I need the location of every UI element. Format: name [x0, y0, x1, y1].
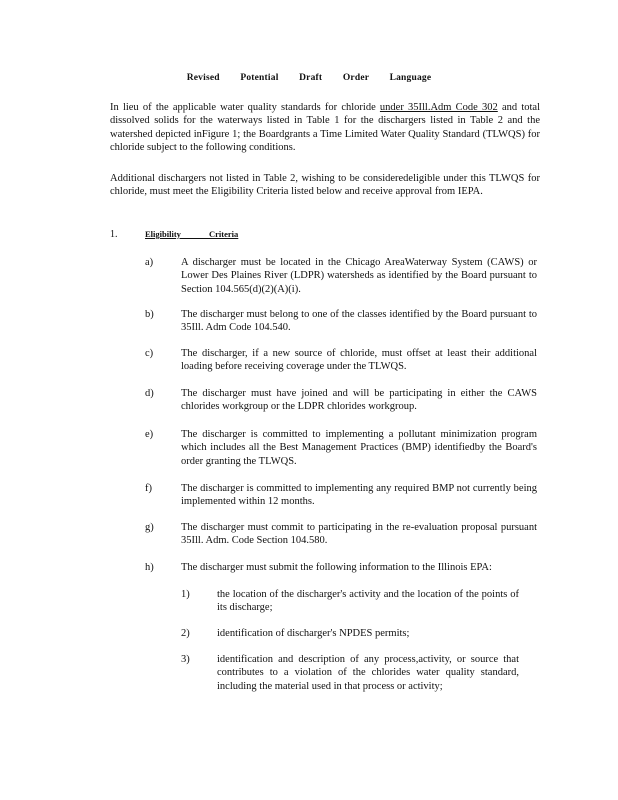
criteria-subitem-label: 1) — [181, 589, 190, 600]
intro-rest: and total dissolved solids for the waterways listed in Table 1 for the dischargers listed in Table 2 and the watershed depicted inFigure 1; the Boardgrants a Time Limited Water Quality Standard (TLWQS) for chloride subject to the following conditions. — [110, 102, 540, 154]
criteria-subitem-text: the location of the discharger's activity and the location of the points of its discharge; — [217, 589, 519, 614]
criteria-item-label: f) — [145, 483, 152, 494]
criteria-item-text: A discharger must be located in the Chicago AreaWaterway System (CAWS) or Lower Des Plaines River (LDPR) watersheds as identified by the Board pursuant to Section 104.565(d)(2)(A)(i). — [181, 257, 537, 295]
intro-pre: In lieu of the applicable water quality standards for chloride — [110, 102, 380, 113]
criteria-item-label: a) — [145, 257, 154, 268]
section-number: 1. — [110, 229, 118, 240]
additional-dischargers-paragraph: Additional dischargers not listed in Table 2, wishing to be consideredeligible under this TLWQS for chloride, must meet the Eligibility Criteria listed below and receive approval from IEPA. — [110, 173, 540, 198]
intro-paragraph — [110, 101, 540, 155]
criteria-item-text: The discharger must commit to participating in the re-evaluation proposal pursuant 35Ill. Adm. Code Section 104.580. — [181, 522, 537, 547]
criteria-subitem-label: 2) — [181, 628, 190, 639]
intro-underlined-citation: under 35Ill.Adm Code 302 — [379, 102, 498, 113]
criteria-item-text: The discharger is committed to implementing any required BMP not currently being implemented within 12 months. — [181, 483, 537, 508]
criteria-item-label: b) — [145, 309, 154, 320]
criteria-item-label: e) — [145, 429, 154, 440]
criteria-item-label: g) — [145, 522, 154, 533]
criteria-item-text: The discharger must belong to one of the classes identified by the Board pursuant to 35Ill. Adm Code 104.540. — [181, 309, 537, 334]
criteria-item-text: The discharger is committed to implementing a pollutant minimization program which includes all the Best Management Practices (BMP) identifiedby the Board's order granting the TLWQS. — [181, 429, 537, 467]
criteria-subitem-text: identification of discharger's NPDES permits; — [217, 628, 410, 639]
criteria-item-label: h) — [145, 562, 154, 573]
criteria-item-text: The discharger, if a new source of chloride, must offset at least their additional loading before receiving coverage under the TLWQS. — [181, 348, 537, 373]
criteria-subitem-text: identification and description of any process,activity, or source that contributes to a violation of the chlorides water quality standard, including the material used in that process or activity; — [217, 654, 519, 692]
criteria-item-text: The discharger must submit the following information to the Illinois EPA: — [181, 562, 492, 573]
section-heading-text: Eligibility Criteria — [145, 229, 239, 239]
criteria-item-label: c) — [145, 348, 154, 359]
criteria-item-text: The discharger must have joined and will be participating in either the CAWS chlorides workgroup or the LDPR chlorides workgroup. — [181, 388, 537, 413]
document-title: Revised Potential Draft Order Language — [186, 73, 432, 83]
criteria-item-label: d) — [145, 388, 154, 399]
criteria-subitem-label: 3) — [181, 654, 190, 665]
